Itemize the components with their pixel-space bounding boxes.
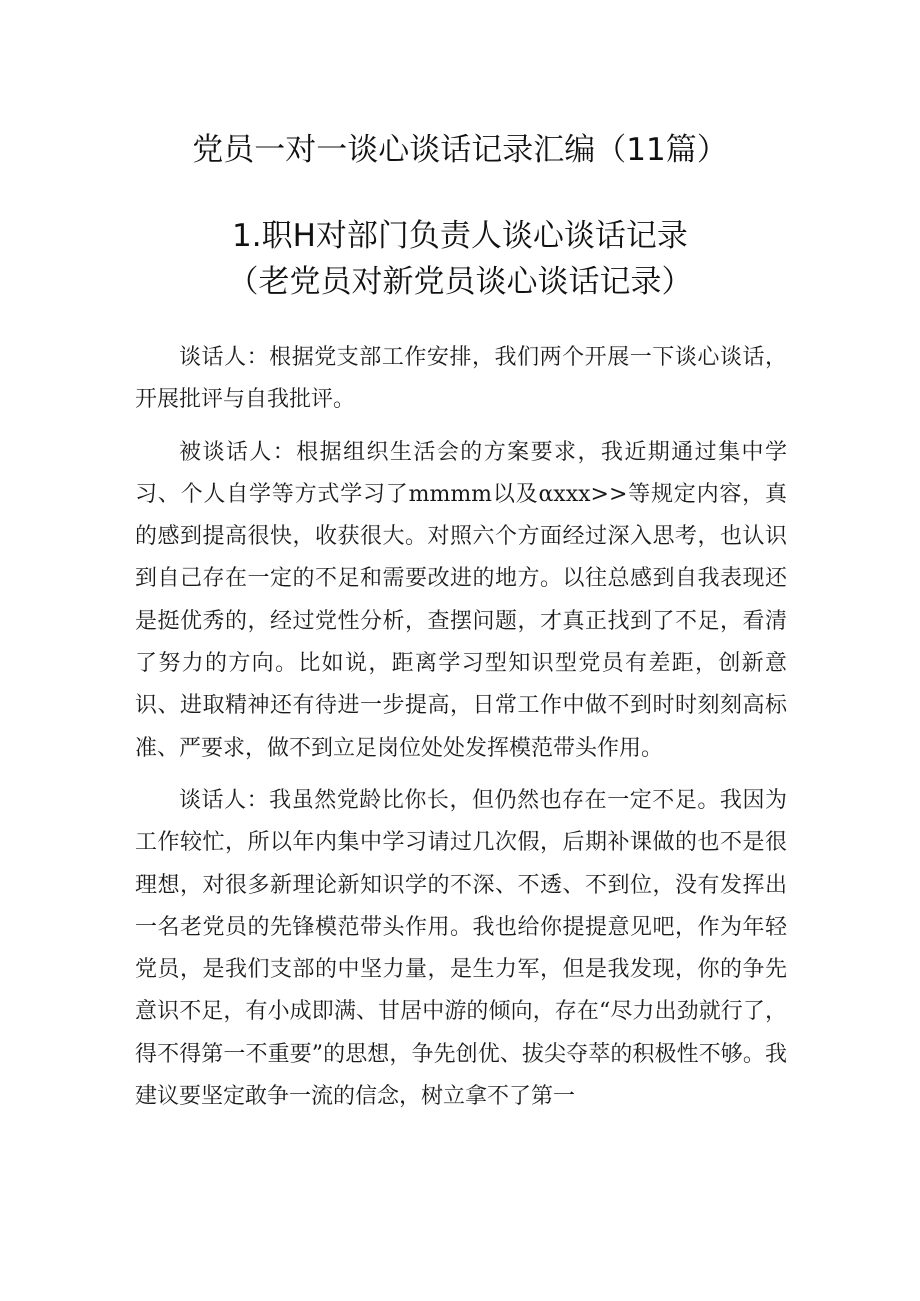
document-body [135, 337, 787, 1118]
section-subtitle: （老党员对新党员谈心谈话记录） [227, 264, 693, 300]
section-title: 1.职H对部门负责人谈心谈话记录 [232, 218, 688, 254]
paragraph-2: 被谈话人：根据组织生活会的方案要求，我近期通过集中学习、个人自学等方式学习了mmmm以及αxxx>>等规定内容，真的感到提高很快，收获很大。对照六个方面经过深入思考，也认识到自己存在一定的不足和需要改进的地方。以往总感到自我表现还是挺优秀的，经过党性分析，查摆问题，才真正找到了不足，看清了努力的方向。比如说，距离学习型知识型党员有差距，创新意识、进取精神还有待进一步提高，日常工作中做不到时时刻刻高标准、严要求，做不到立足岗位处处发挥模范带头作用。 [135, 439, 787, 761]
paragraph-1: 谈话人：根据党支部工作安排，我们两个开展一下谈心谈话，开展批评与自我批评。 [135, 345, 787, 413]
document-main-title: 党员一对一谈心谈话记录汇编（11篇） [192, 132, 728, 168]
paragraph-3: 谈话人：我虽然党龄比你长，但仍然也存在一定不足。我因为工作较忙，所以年内集中学习请过几次假，后期补课做的也不是很理想，对很多新理论新知识学的不深、不透、不到位，没有发挥出一名老党员的先锋模范带头作用。我也给你提提意见吧，作为年轻党员，是我们支部的中坚力量，是生力军，但是我发现，你的争先意识不足，有小成即满、甘居中游的倾向，存在“尽力出劲就行了，得不得第一不重要”的思想，争先创优、拔尖夺萃的积极性不够。我建议要坚定敢争一流的信念，树立拿不了第一 [135, 787, 787, 1110]
